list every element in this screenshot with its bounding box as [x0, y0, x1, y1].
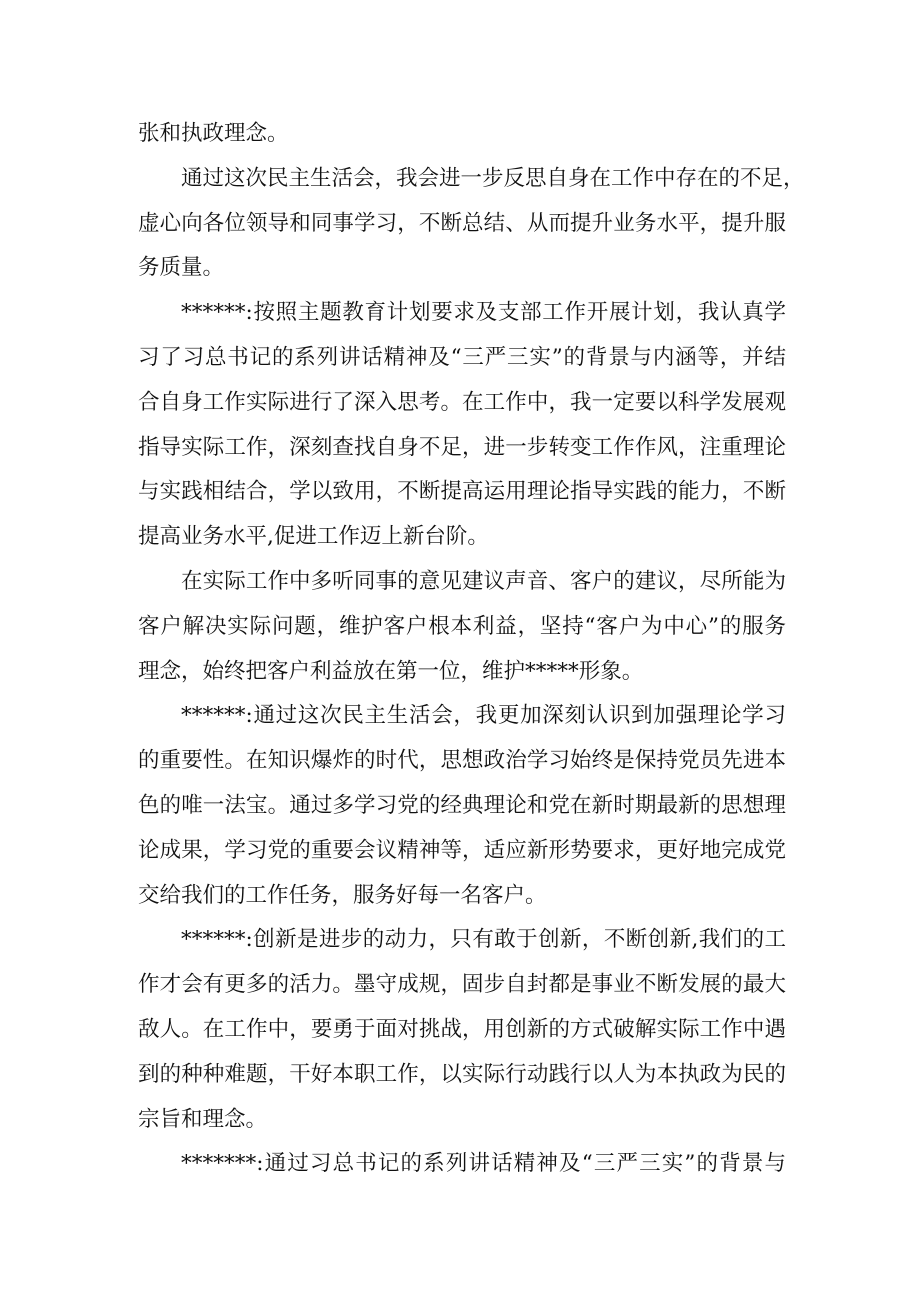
- paragraph-7: [138, 1142, 786, 1187]
- paragraph-line: 客户解决实际问题，维护客户根本利益，坚持“客户为中心”的服务: [138, 613, 786, 639]
- paragraph-line: 务质量。: [138, 255, 225, 281]
- paragraph-line: 提高业务水平,促进工作迈上新台阶。: [138, 524, 489, 550]
- paragraph-line: 的重要性。在知识爆炸的时代，思想政治学习始终是保持党员先进本: [138, 748, 786, 774]
- paragraph-line: ******:通过这次民主生活会，我更加深刻认识到加强理论学习: [181, 703, 786, 729]
- document-page: [138, 112, 805, 1187]
- paragraph-6: [138, 918, 786, 1142]
- paragraph-line: 指导实际工作，深刻查找自身不足，进一步转变工作作风，注重理论: [138, 434, 786, 460]
- paragraph-line: 色的唯一法宝。通过多学习党的经典理论和党在新时期最新的思想理: [138, 792, 786, 818]
- paragraph-line: 敌人。在工作中，要勇于面对挑战，用创新的方式破解实际工作中遇: [138, 1016, 786, 1042]
- paragraph-line: ******:按照主题教育计划要求及支部工作开展计划，我认真学: [181, 300, 786, 326]
- paragraph-line: 张和执政理念。: [138, 121, 289, 146]
- paragraph-3: [138, 291, 786, 560]
- paragraph-line: 作才会有更多的活力。墨守成规，固步自封都是事业不断发展的最大: [138, 972, 786, 998]
- paragraph-5: [138, 694, 786, 918]
- paragraph-line: 合自身工作实际进行了深入思考。在工作中，我一定要以科学发展观: [138, 389, 786, 415]
- paragraph-line: 交给我们的工作任务，服务好每一名客户。: [138, 882, 547, 908]
- paragraph-4: [138, 560, 786, 694]
- paragraph-line: 习了习总书记的系列讲话精神及“三严三实”的背景与内涵等，并结: [138, 344, 786, 370]
- paragraph-line: 与实践相结合，学以致用，不断提高运用理论指导实践的能力，不断: [138, 479, 786, 505]
- paragraph-line: 论成果，学习党的重要会议精神等，适应新形势要求，更好地完成党: [138, 837, 786, 863]
- paragraph-line: 理念，始终把客户利益放在第一位，维护*****形象。: [138, 658, 644, 684]
- paragraph-line: *******:通过习总书记的系列讲话精神及“三严三实”的背景与: [181, 1151, 786, 1177]
- paragraph-line: 在实际工作中多听同事的意见建议声音、客户的建议，尽所能为: [181, 568, 786, 594]
- paragraph-line: 虚心向各位领导和同事学习，不断总结、从而提升业务水平，提升服: [138, 210, 786, 236]
- paragraph-2: [138, 157, 805, 291]
- paragraph-1: [138, 112, 786, 157]
- paragraph-line: 到的种种难题，干好本职工作，以实际行动践行以人为本执政为民的: [138, 1061, 786, 1087]
- paragraph-line: ******:创新是进步的动力，只有敢于创新，不断创新,我们的工: [181, 927, 786, 953]
- paragraph-line: 宗旨和理念。: [138, 1106, 268, 1132]
- paragraph-line: 通过这次民主生活会，我会进一步反思自身在工作中存在的不足，: [181, 165, 805, 191]
